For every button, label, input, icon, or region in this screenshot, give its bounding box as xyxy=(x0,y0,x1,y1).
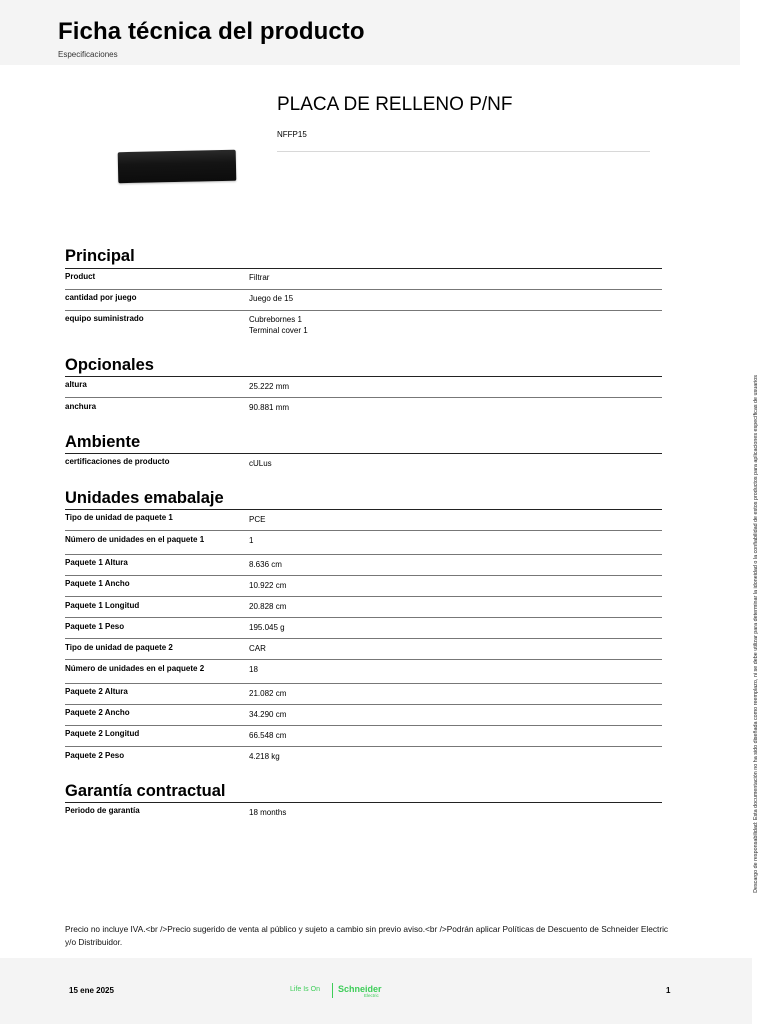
row-divider xyxy=(65,289,662,290)
row-divider xyxy=(65,397,662,398)
row-divider xyxy=(65,596,662,597)
row-divider xyxy=(65,704,662,705)
page-number: 1 xyxy=(666,986,671,995)
spec-label: certificaciones de producto xyxy=(65,457,170,466)
section-title-ambiente: Ambiente xyxy=(65,433,141,451)
spec-label: altura xyxy=(65,380,87,389)
spec-label: equipo suministrado xyxy=(65,314,144,323)
logo-tagline: Life Is On xyxy=(290,986,320,993)
spec-value: 66.548 cm xyxy=(249,731,287,740)
spec-value: 25.222 mm xyxy=(249,382,290,391)
spec-value: 195.045 g xyxy=(249,623,285,632)
product-reference: NFFP15 xyxy=(277,130,307,139)
spec-label: Tipo de unidad de paquete 2 xyxy=(65,643,173,652)
logo-separator xyxy=(332,983,333,998)
spec-value: cULus xyxy=(249,459,272,468)
spec-value: 8.636 cm xyxy=(249,560,282,569)
logo-brand-sub: Electric xyxy=(364,993,379,998)
row-divider xyxy=(65,725,662,726)
spec-value: Filtrar xyxy=(249,273,270,282)
spec-value: 4.218 kg xyxy=(249,752,280,761)
spec-label: Paquete 2 Longitud xyxy=(65,729,140,738)
spec-value: 34.290 cm xyxy=(249,710,287,719)
spec-label: Paquete 1 Peso xyxy=(65,622,125,631)
spec-value: Terminal cover 1 xyxy=(249,326,308,335)
page-subtitle: Especificaciones xyxy=(58,50,118,59)
spec-value: PCE xyxy=(249,515,266,524)
section-divider xyxy=(65,268,662,269)
section-divider xyxy=(65,453,662,454)
section-title-garantia: Garantía contractual xyxy=(65,782,226,800)
spec-value: 10.922 cm xyxy=(249,581,287,590)
logo-brand: Schneider xyxy=(338,984,382,994)
spec-label: Periodo de garantía xyxy=(65,806,140,815)
spec-label: Paquete 2 Peso xyxy=(65,751,125,760)
spec-value: 20.828 cm xyxy=(249,602,287,611)
page-title: Ficha técnica del producto xyxy=(58,18,365,45)
page-header xyxy=(0,0,740,65)
spec-label: Número de unidades en el paquete 2 xyxy=(65,664,205,673)
spec-label: cantidad por juego xyxy=(65,293,137,302)
product-image xyxy=(118,150,237,183)
spec-value: 18 months xyxy=(249,808,287,817)
spec-value: CAR xyxy=(249,644,266,653)
disclaimer-text: Descargo de responsabilidad: Esta documentación no ha sido diseñada como reemplazo, ni se debe utilizar para determinar la idoneidad o la confiabilidad de estos productos para aplicaciones específicas de usuarios xyxy=(753,375,759,893)
footer-date: 15 ene 2025 xyxy=(69,986,114,995)
spec-value: 21.082 cm xyxy=(249,689,287,698)
row-divider xyxy=(65,638,662,639)
spec-value: Juego de 15 xyxy=(249,294,294,303)
spec-value: 18 xyxy=(249,665,258,674)
row-divider xyxy=(65,746,662,747)
row-divider xyxy=(65,575,662,576)
section-title-principal: Principal xyxy=(65,247,135,265)
section-divider xyxy=(65,802,662,803)
spec-value: Cubrebornes 1 xyxy=(249,315,302,324)
row-divider xyxy=(65,530,662,531)
spec-label: Paquete 1 Longitud xyxy=(65,601,140,610)
spec-label: Paquete 2 Ancho xyxy=(65,708,130,717)
section-divider xyxy=(65,376,662,377)
spec-label: Paquete 2 Altura xyxy=(65,687,128,696)
product-name: PLACA DE RELLENO P/NF xyxy=(277,94,513,115)
price-notice: Precio no incluye IVA.<br />Precio sugerido de venta al público y sujeto a cambio sin previo aviso.<br />Podrán aplicar Políticas de Descuento de Schneider Electric y/o Distribuidor. xyxy=(65,924,669,947)
spec-label: Paquete 1 Altura xyxy=(65,558,128,567)
spec-label: Product xyxy=(65,272,96,281)
spec-value: 1 xyxy=(249,536,254,545)
row-divider xyxy=(65,617,662,618)
section-title-unidades: Unidades emabalaje xyxy=(65,489,224,507)
divider xyxy=(277,151,650,152)
row-divider xyxy=(65,659,662,660)
row-divider xyxy=(65,310,662,311)
spec-label: Paquete 1 Ancho xyxy=(65,579,130,588)
section-title-opcionales: Opcionales xyxy=(65,356,154,374)
row-divider xyxy=(65,683,662,684)
spec-label: Tipo de unidad de paquete 1 xyxy=(65,513,173,522)
spec-label: anchura xyxy=(65,402,97,411)
spec-label: Número de unidades en el paquete 1 xyxy=(65,535,205,544)
page-footer xyxy=(0,958,752,1024)
section-divider xyxy=(65,509,662,510)
row-divider xyxy=(65,554,662,555)
spec-value: 90.881 mm xyxy=(249,403,290,412)
